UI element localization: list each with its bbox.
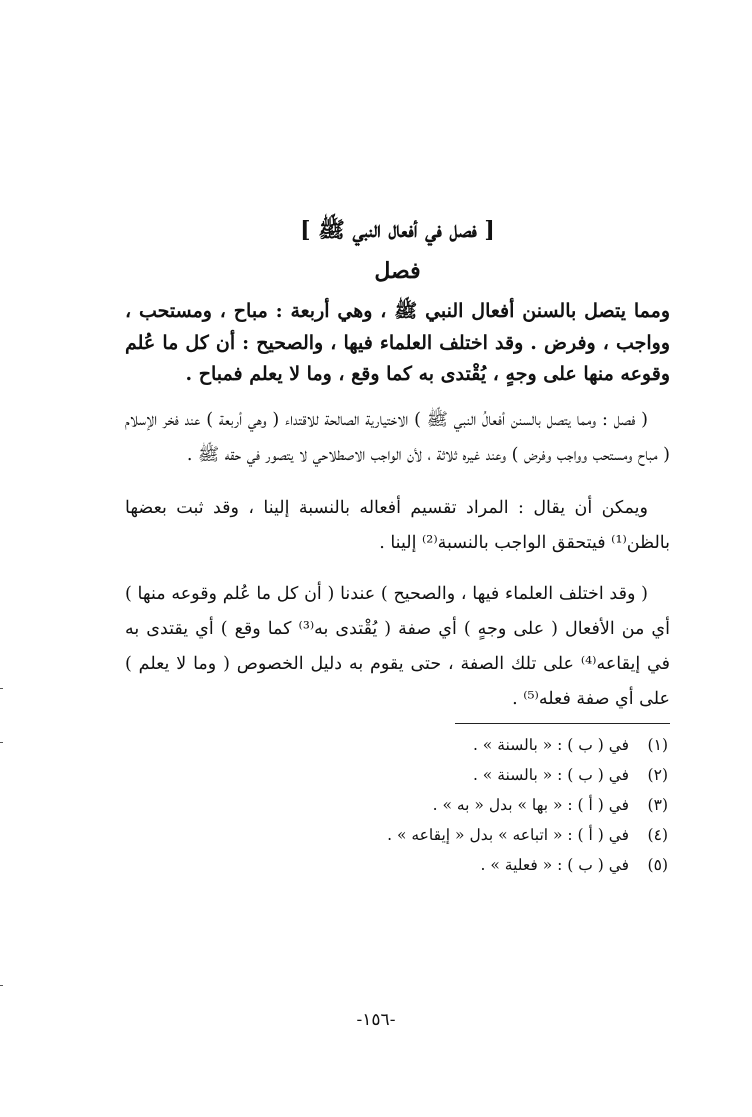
footnote-number: (١) bbox=[647, 735, 668, 754]
footnote-number: (٥) bbox=[647, 855, 668, 874]
footnote bbox=[125, 820, 670, 850]
footnote bbox=[125, 730, 670, 760]
footnote-text: في ( ب ) : « بالسنة » . bbox=[472, 735, 630, 754]
footnote bbox=[125, 760, 670, 790]
footnote-number: (٣) bbox=[647, 795, 668, 814]
footnote-number: (٤) bbox=[647, 825, 668, 844]
scan-speck bbox=[0, 742, 3, 743]
page-content bbox=[125, 212, 670, 880]
commentary-paragraph-1: ( فصل : ومما يتصل بالسنن أفعالُ النبي ﷺ ) الاختيارية الصالحة للاقتداء ( وهي أربعة ) عند فخر الإسلام ( مباح ومستحب وواجب وفرض ) وعند غيره ثلاثة ، لأن الواجب الاصطلاحي لا يتصور في حقه ﷺ . bbox=[125, 409, 670, 465]
footnote bbox=[125, 850, 670, 880]
footnote-text: في ( ب ) : « فعلية » . bbox=[480, 855, 630, 874]
chapter-heading: [ فصل في أفعال النبي ﷺ ] bbox=[300, 217, 495, 243]
footnote-text: في ( أ ) : « بها » بدل « به » . bbox=[432, 795, 630, 814]
section-heading: فصل bbox=[374, 258, 421, 284]
commentary-paragraph-2: ويمكن أن يقال : المراد تقسيم أفعاله بالنسبة إلينا ، وقد ثبت بعضها بالظن⁽¹⁾ فيتحقق الواجب بالنسبة⁽²⁾ إلينا . bbox=[125, 497, 670, 553]
page-number: -١٥٦- bbox=[356, 1010, 396, 1030]
main-text: ومما يتصل بالسنن أفعال النبي ﷺ ، وهي أربعة : مباح ، ومستحب ، وواجب ، وفرض . وقد اختلف العلماء فيها ، والصحيح : أن كل ما عُلم وقوعه منها على وجهٍ ، يُقْتدى به كما وقع ، وما لا يعلم فمباح . bbox=[125, 300, 670, 385]
footnote bbox=[125, 790, 670, 820]
scan-speck bbox=[0, 985, 3, 986]
footnote-number: (٢) bbox=[647, 765, 668, 784]
footnote-text: في ( أ ) : « اتباعه » بدل « إيقاعه » . bbox=[387, 825, 630, 844]
footnotes-list bbox=[125, 730, 670, 880]
footnote-divider bbox=[455, 723, 670, 724]
commentary-paragraph-3: ( وقد اختلف العلماء فيها ، والصحيح ) عندنا ( أن كل ما عُلم وقوعه منها ) أي من الأفعال ( على وجهٍ ) أي صفة ( يُقْتدى به⁽³⁾ كما وقع ) أي يقتدى به في إيقاعه⁽⁴⁾ على تلك الصفة ، حتى يقوم به دليل الخصوص ( وما لا يعلم ) على أي صفة فعله⁽⁵⁾ . bbox=[125, 583, 670, 709]
scan-speck bbox=[0, 688, 3, 689]
footnote-text: في ( ب ) : « بالسنة » . bbox=[472, 765, 630, 784]
